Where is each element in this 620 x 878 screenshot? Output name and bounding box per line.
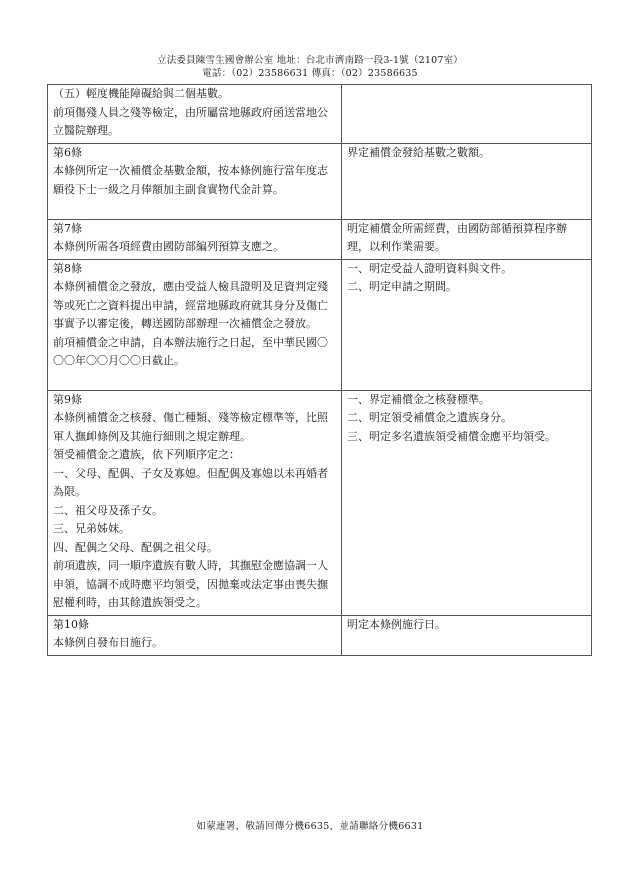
explanation-cell — [342, 390, 592, 615]
article-number: 第6條 — [53, 145, 82, 159]
clause-text: 本條例自發布日施行。 — [53, 636, 163, 649]
table-row — [48, 615, 592, 655]
bill-comparison-table — [47, 84, 592, 656]
clause-text: 本條例所需各項經費由國防部編列預算支應之。 — [53, 240, 284, 253]
table-row — [48, 85, 592, 144]
explanation-list — [347, 391, 588, 447]
clause-text: 四、配偶之父母、配偶之祖父母。 — [53, 540, 218, 554]
clause-text: 本條例所定一次補償金基數金額，按本條例施行當年度志願役下士一級之月俸額加主副食實物代金計算。 — [53, 164, 328, 196]
table-row — [48, 143, 592, 219]
table-row — [48, 390, 592, 615]
article-number: 第10條 — [53, 617, 89, 631]
table-row — [48, 259, 592, 390]
explanation-item: 一、明定受益人證明資料與文件。 — [347, 261, 512, 275]
article-number: 第7條 — [53, 221, 82, 235]
explanation-cell — [342, 85, 592, 144]
clause-text: 領受補償金之遺族，依下列順序定之： — [53, 448, 240, 461]
article-text-cell — [48, 219, 342, 259]
article-text-cell — [48, 143, 342, 219]
explanation-item: 二、明定領受補償金之遺族身分。 — [347, 411, 512, 424]
office-phone-fax: 電話：（02）23586631 傳真：（02）23586635 — [202, 68, 418, 79]
explanation-cell — [342, 219, 592, 259]
explanation-text: 明定本條例施行日。 — [347, 617, 446, 631]
clause-text: 本條例補償金之發放，應由受益人檢具證明及足資判定殘等或死亡之資料提出申請，經當地縣政府就其身分及傷亡事實予以審定後，轉送國防部辦理一次補償金之發放。 — [53, 280, 328, 330]
clause-text: （五）輕度機能障礙給與二個基數。 — [53, 87, 229, 100]
explanation-cell — [342, 615, 592, 655]
clause-text: 前項遺族，同一順序遺族有數人時，其撫慰金應協調一人申領，協調不成時應平均領受，因拋棄或法定事由喪失撫慰權利時，由其餘遺族領受之。 — [53, 559, 328, 609]
explanation-cell — [342, 259, 592, 390]
article-text-cell — [48, 85, 342, 144]
explanation-item: 一、界定補償金之核發標準。 — [347, 392, 490, 406]
office-address: 立法委員陳雪生國會辦公室 地址：台北市濟南路一段3-1號（2107室） — [157, 55, 463, 66]
table-row — [48, 219, 592, 259]
cosign-note: 如蒙連署，敬請回傳分機6635，並請聯絡分機6631 — [196, 821, 424, 832]
clause-text: 本條例補償金之核發、傷亡種類、殘等檢定標準等，比照軍人撫卹條例及其施行細則之規定辦理。 — [53, 411, 328, 443]
explanation-item: 三、明定多名遺族領受補償金應平均領受。 — [347, 429, 556, 443]
article-text-cell — [48, 615, 342, 655]
explanation-item: 二、明定申請之期間。 — [347, 280, 457, 293]
clause-text: 二、祖父母及孫子女。 — [53, 503, 163, 517]
article-text-cell — [48, 259, 342, 390]
clause-text: 前項傷殘人員之殘等檢定，由所屬當地縣政府函送當地公立醫院辦理。 — [53, 105, 328, 137]
article-number: 第8條 — [53, 261, 82, 275]
clause-text: 前項補償金之申請，自本辦法施行之日起，至中華民國〇〇〇年〇〇月〇〇日截止。 — [53, 335, 328, 367]
article-text-cell — [48, 390, 342, 615]
explanation-list — [347, 260, 588, 297]
explanation-text: 明定補償金所需經費，由國防部循預算程序辦理，以利作業需要。 — [347, 221, 567, 253]
clause-text: 三、兄弟姊妹。 — [53, 522, 130, 535]
clause-text: 一、父母、配偶、子女及寡媳。但配偶及寡媳以未再婚者為限。 — [53, 466, 328, 498]
article-number: 第9條 — [53, 392, 82, 406]
explanation-cell — [342, 143, 592, 219]
explanation-text: 界定補償金發給基數之數額。 — [347, 145, 490, 159]
